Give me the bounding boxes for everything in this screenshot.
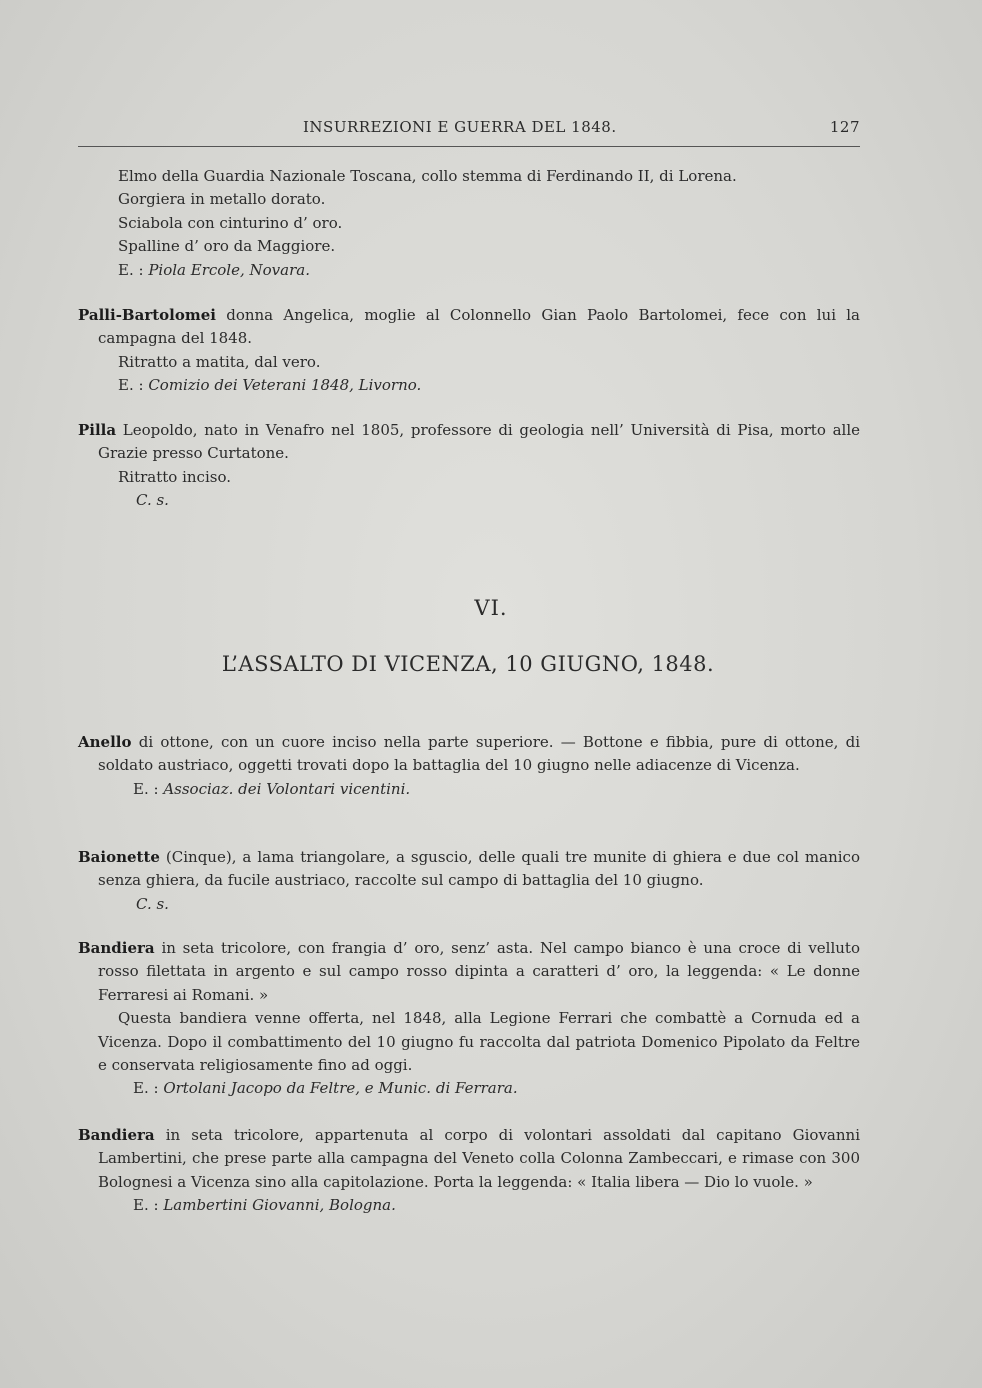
expositor-name: Piola Ercole, Novara. xyxy=(148,260,310,279)
entry-anello xyxy=(78,731,860,801)
entry-item: Ritratto inciso. xyxy=(118,467,231,486)
entry-headword: Anello xyxy=(78,733,132,751)
entry-baionette xyxy=(78,846,860,916)
entry-description xyxy=(78,304,860,351)
entry-note-line xyxy=(78,893,860,916)
entry-bandiera-lambertini xyxy=(78,1124,860,1218)
expositor-prefix: E. : xyxy=(133,1079,164,1098)
entry-note: C. s. xyxy=(136,491,169,510)
expositor-name: Associaz. dei Volontari vicentini. xyxy=(163,779,411,798)
entry-expositor xyxy=(78,1194,860,1217)
entry-item: Ritratto a matita, dal vero. xyxy=(118,352,321,371)
header-rule xyxy=(78,146,860,147)
page-number: 127 xyxy=(829,118,860,136)
entry-expositor xyxy=(78,259,860,282)
entry-line: Gorgiera in metallo dorato. xyxy=(118,190,326,209)
entry-line: Spalline d’ oro da Maggiore. xyxy=(118,237,336,256)
entry-headword: Pilla xyxy=(78,421,117,439)
entry-description xyxy=(78,1124,860,1194)
entry-text: di ottone, con un cuore inciso nella parte superiore. — Bottone e fibbia, pure di ottone, di soldato austriaco, oggetti trovati dopo la battaglia del 10 giugno nelle adiacenze di Vicenza. xyxy=(98,733,860,775)
running-title: INSURREZIONI E GUERRA DEL 1848. xyxy=(303,118,617,136)
entry-headword: Bandiera xyxy=(78,1126,155,1144)
expositor-prefix: E. : xyxy=(133,1196,164,1215)
entry-description xyxy=(78,937,860,1007)
entry-expositor xyxy=(78,1077,860,1100)
entry-continuation: Questa bandiera venne offerta, nel 1848, alla Legione Ferrari che combattè a Cornuda ed a Vicenza. Dopo il combattimento del 10 giugno fu raccolta dal patriota Domenico Pipolato da Feltre e conservata religiosamente fino ad oggi. xyxy=(98,1009,860,1075)
expositor-prefix: E. : xyxy=(118,260,149,279)
entry-line: Sciabola con cinturino d’ oro. xyxy=(118,213,343,232)
entry-expositor xyxy=(78,778,860,801)
entry-elmo xyxy=(78,165,860,282)
expositor-name: Comizio dei Veterani 1848, Livorno. xyxy=(148,376,422,395)
entry-description xyxy=(78,846,860,893)
entry-bandiera-ferrara xyxy=(78,937,860,1101)
expositor-prefix: E. : xyxy=(133,779,164,798)
entry-line: Elmo della Guardia Nazionale Toscana, collo stemma di Ferdinando II, di Lorena. xyxy=(118,167,737,185)
entry-text: donna Angelica, moglie al Colonnello Gian Paolo Bartolomei, fece con lui la campagna del 1848. xyxy=(98,306,860,348)
expositor-name: Lambertini Giovanni, Bologna. xyxy=(163,1196,396,1215)
entry-headword: Baionette xyxy=(78,848,160,866)
entry-note: C. s. xyxy=(136,894,169,913)
entry-headword: Palli-Bartolomei xyxy=(78,306,216,324)
entry-pilla xyxy=(78,419,860,513)
expositor-name: Ortolani Jacopo da Feltre, e Munic. di Ferrara. xyxy=(163,1079,518,1098)
entry-text: in seta tricolore, appartenuta al corpo di volontari assoldati dal capitano Giovanni Lambertini, che prese parte alla campagna del Veneto colla Colonna Zambeccari, e rimase con 300 Bolognesi a Vicenza sino alla capitolazione. Porta la leggenda: « Italia libera — Dio lo vuole. » xyxy=(98,1126,860,1191)
entry-description xyxy=(78,419,860,466)
expositor-prefix: E. : xyxy=(118,376,149,395)
entry-text: in seta tricolore, con frangia d’ oro, senz’ asta. Nel campo bianco è una croce di velluto rosso filettata in argento e sul campo rosso dipinta a caratteri d’ oro, la leggenda: « Le donne Ferraresi ai Romani. » xyxy=(98,939,860,1004)
entry-text: Leopoldo, nato in Venafro nel 1805, professore di geologia nell’ Università di Pisa, morto alle Grazie presso Curtatone. xyxy=(98,421,860,463)
section-title: L’ASSALTO DI VICENZA, 10 GIUGNO, 1848. xyxy=(221,652,715,676)
entry-note-line xyxy=(78,489,860,512)
entry-palli-bartolomei xyxy=(78,304,860,398)
entry-headword: Bandiera xyxy=(78,939,155,957)
entry-text: (Cinque), a lama triangolare, a sguscio, delle quali tre munite di ghiera e due col manico senza ghiera, da fucile austriaco, raccolte sul campo di battaglia del 10 giugno. xyxy=(98,848,860,890)
section-number: VI. xyxy=(474,596,508,620)
entry-expositor xyxy=(78,374,860,397)
entry-description xyxy=(78,731,860,778)
